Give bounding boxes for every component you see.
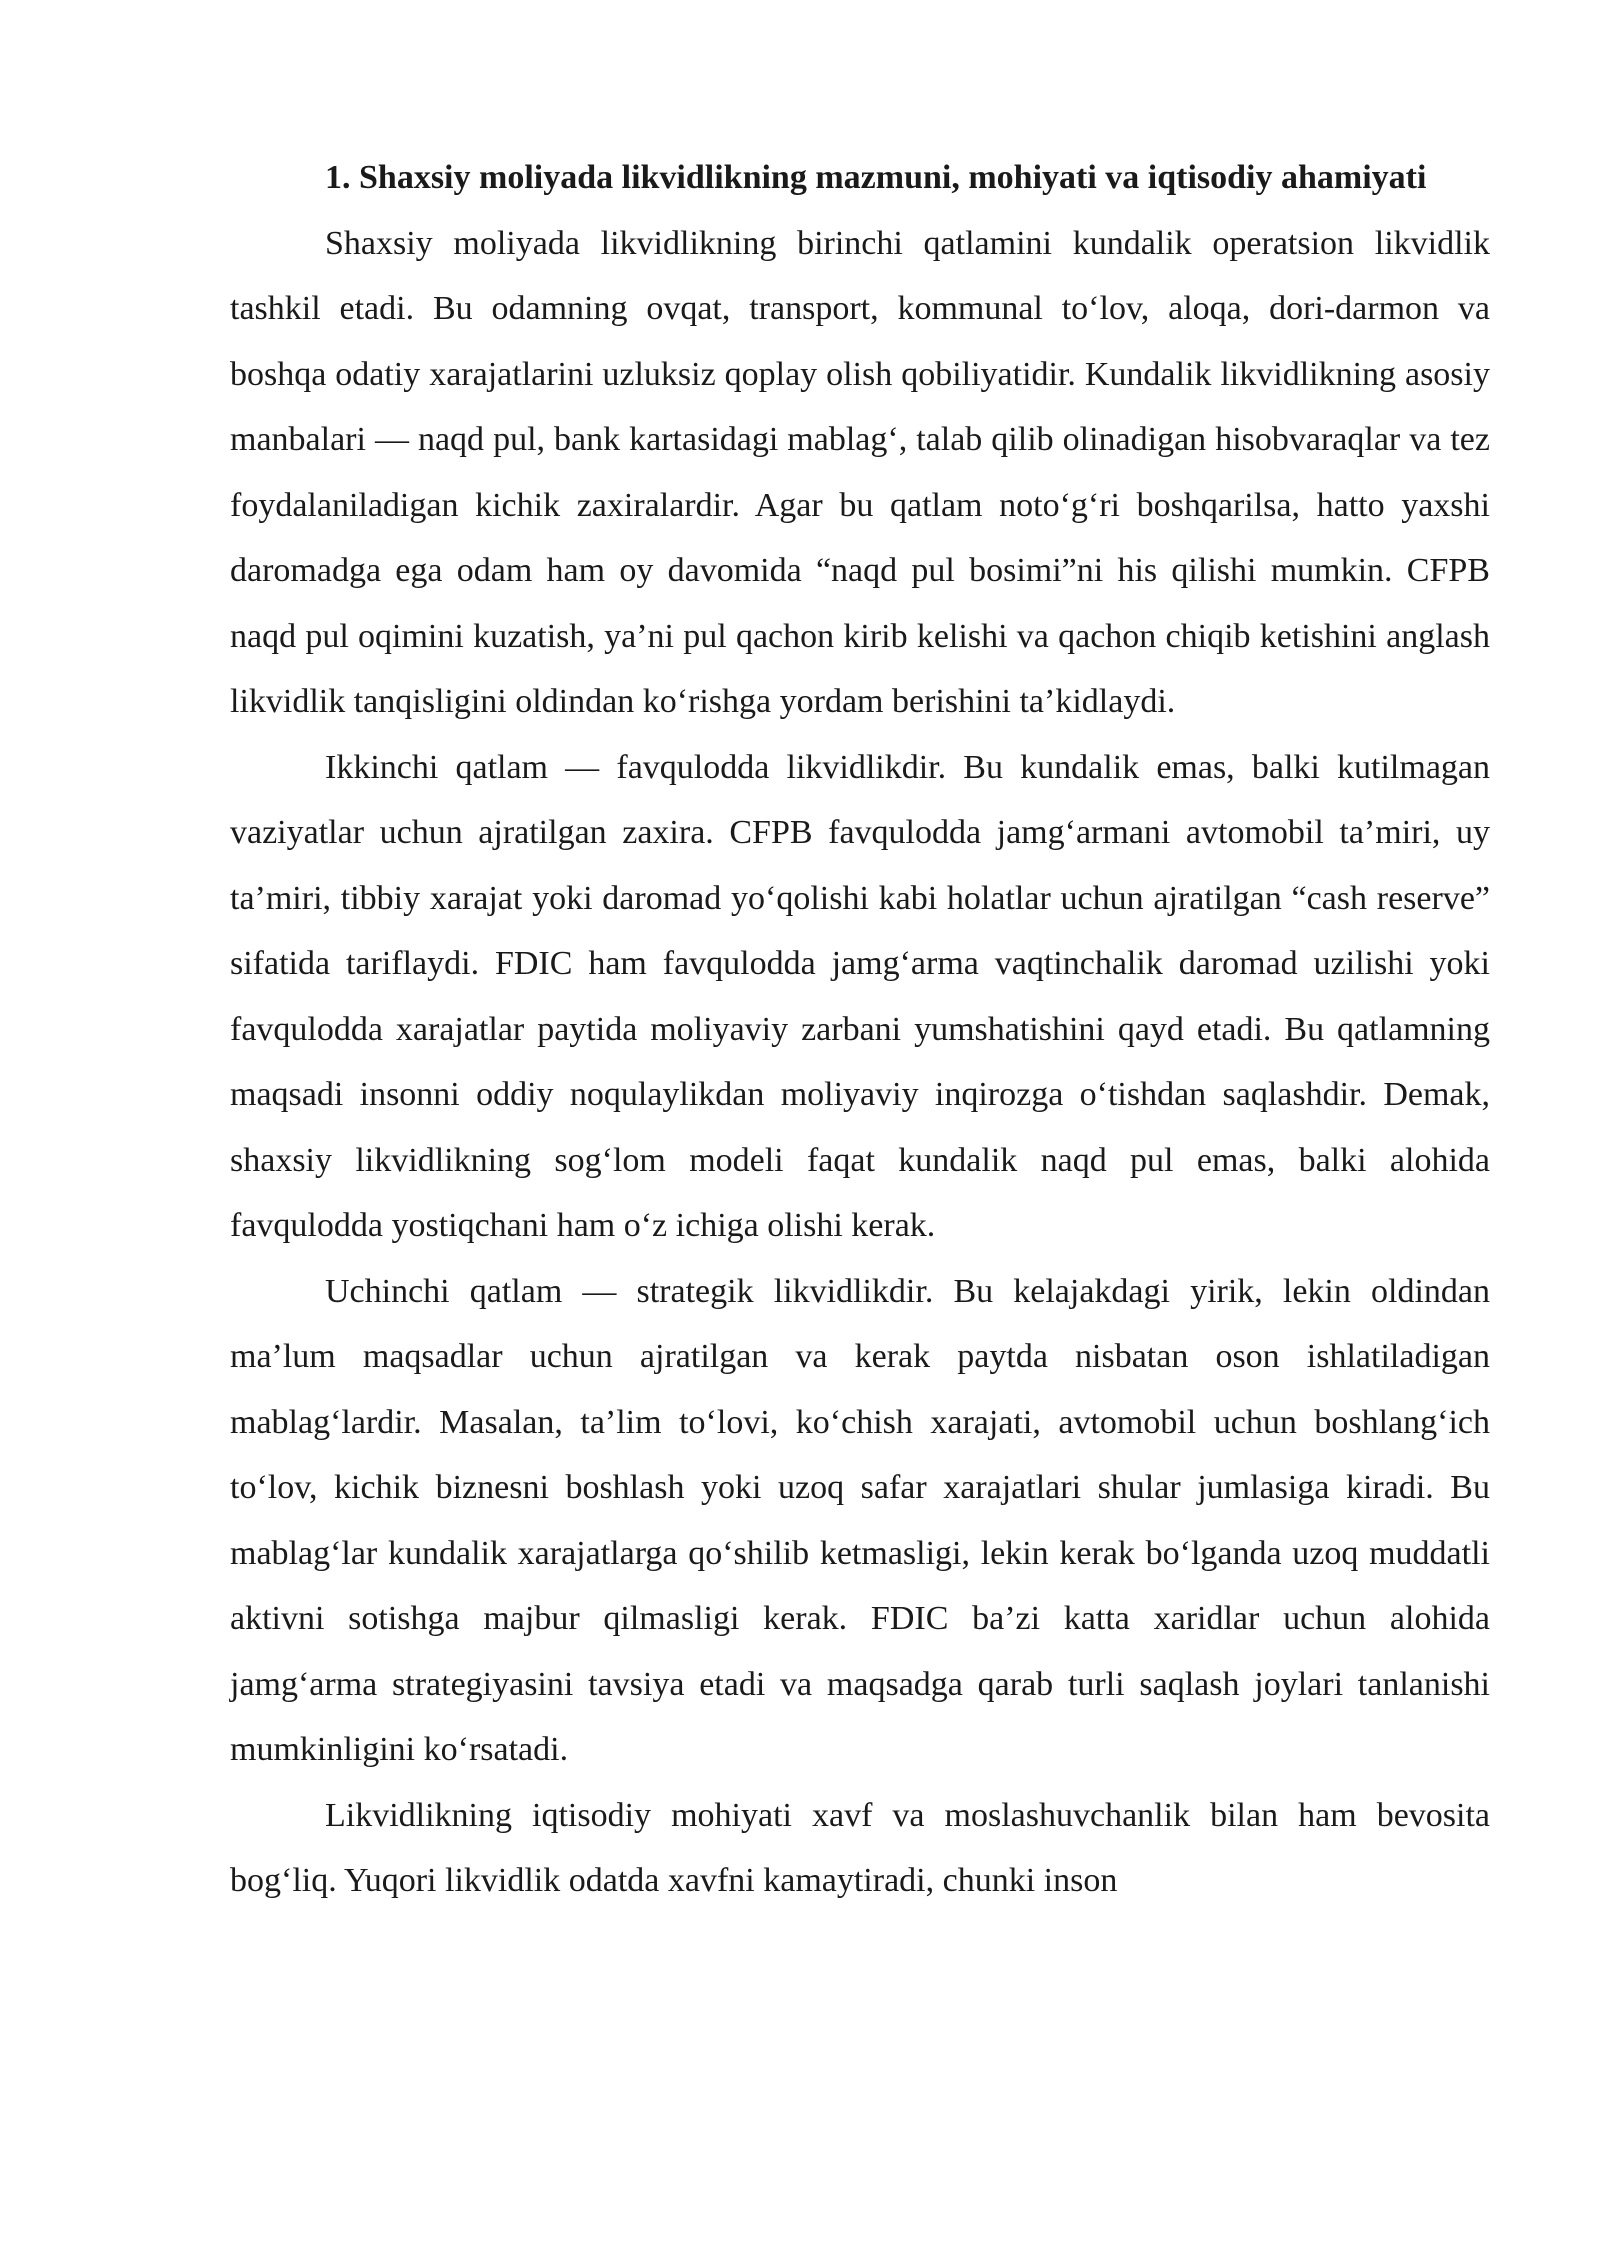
- paragraph-strategic-liquidity: Uchinchi qatlam — strategik likvidlikdir. Bu kelajakdagi yirik, lekin oldindan ma’lum maqsadlar uchun ajratilgan va kerak paytda nisbatan oson ishlatiladigan mablag‘lardir. Masalan, ta’lim to‘lovi, ko‘chish xarajati, avtomobil uchun boshlang‘ich to‘lov, kichik biznesni boshlash yoki uzoq safar xarajatlari shular jumlasiga kiradi. Bu mablag‘lar kundalik xarajatlarga qo‘shilib ketmasligi, lekin kerak bo‘lganda uzoq muddatli aktivni sotishga majbur qilmasligi kerak. FDIC ba’zi katta xaridlar uchun alohida jamg‘arma strategiyasini tavsiya etadi va maqsadga qarab turli saqlash joylari tanlanishi mumkinligini ko‘rsatadi.: [230, 1272, 1490, 1768]
- paragraph-emergency-liquidity: Ikkinchi qatlam — favqulodda likvidlikdir. Bu kundalik emas, balki kutilmagan vaziyatlar uchun ajratilgan zaxira. CFPB favqulodda jamg‘armani avtomobil ta’miri, uy ta’miri, tibbiy xarajat yoki daromad yo‘qolishi kabi holatlar uchun ajratilgan “cash reserve” sifatida tariflaydi. FDIC ham favqulodda jamg‘arma vaqtinchalik daromad uzilishi yoki favqulodda xarajatlar paytida moliyaviy zarbani yumshatishini qayd etadi. Bu qatlamning maqsadi insonni oddiy noqulaylikdan moliyaviy inqirozga o‘tishdan saqlashdir. Demak, shaxsiy likvidlikning sog‘lom modeli faqat kundalik naqd pul emas, balki alohida favqulodda yostiqchani ham o‘z ichiga olishi kerak.: [230, 748, 1490, 1244]
- paragraph-economic-essence: Likvidlikning iqtisodiy mohiyati xavf va moslashuvchanlik bilan ham bevosita bog‘liq. Yuqori likvidlik odatda xavfni kamaytiradi, chunki inson: [230, 1796, 1490, 1899]
- paragraph-operational-liquidity: Shaxsiy moliyada likvidlikning birinchi qatlamini kundalik operatsion likvidlik tashkil etadi. Bu odamning ovqat, transport, kommunal to‘lov, aloqa, dori-darmon va boshqa odatiy xarajatlarini uzluksiz qoplay olish qobiliyatidir. Kundalik likvidlikning asosiy manbalari — naqd pul, bank kartasidagi mablag‘, talab qilib olinadigan hisobvaraqlar va tez foydalaniladigan kichik zaxiralardir. Agar bu qatlam noto‘g‘ri boshqarilsa, hatto yaxshi daromadga ega odam ham oy davomida “naqd pul bosimi”ni his qilishi mumkin. CFPB naqd pul oqimini kuzatish, ya’ni pul qachon kirib kelishi va qachon chiqib ketishini anglash likvidlik tanqisligini oldindan ko‘rishga yordam berishini ta’kidlaydi.: [230, 224, 1490, 720]
- document-body: [230, 145, 1490, 1914]
- section-heading: 1. Shaxsiy moliyada likvidlikning mazmuni, mohiyati va iqtisodiy ahamiyati: [325, 159, 1427, 196]
